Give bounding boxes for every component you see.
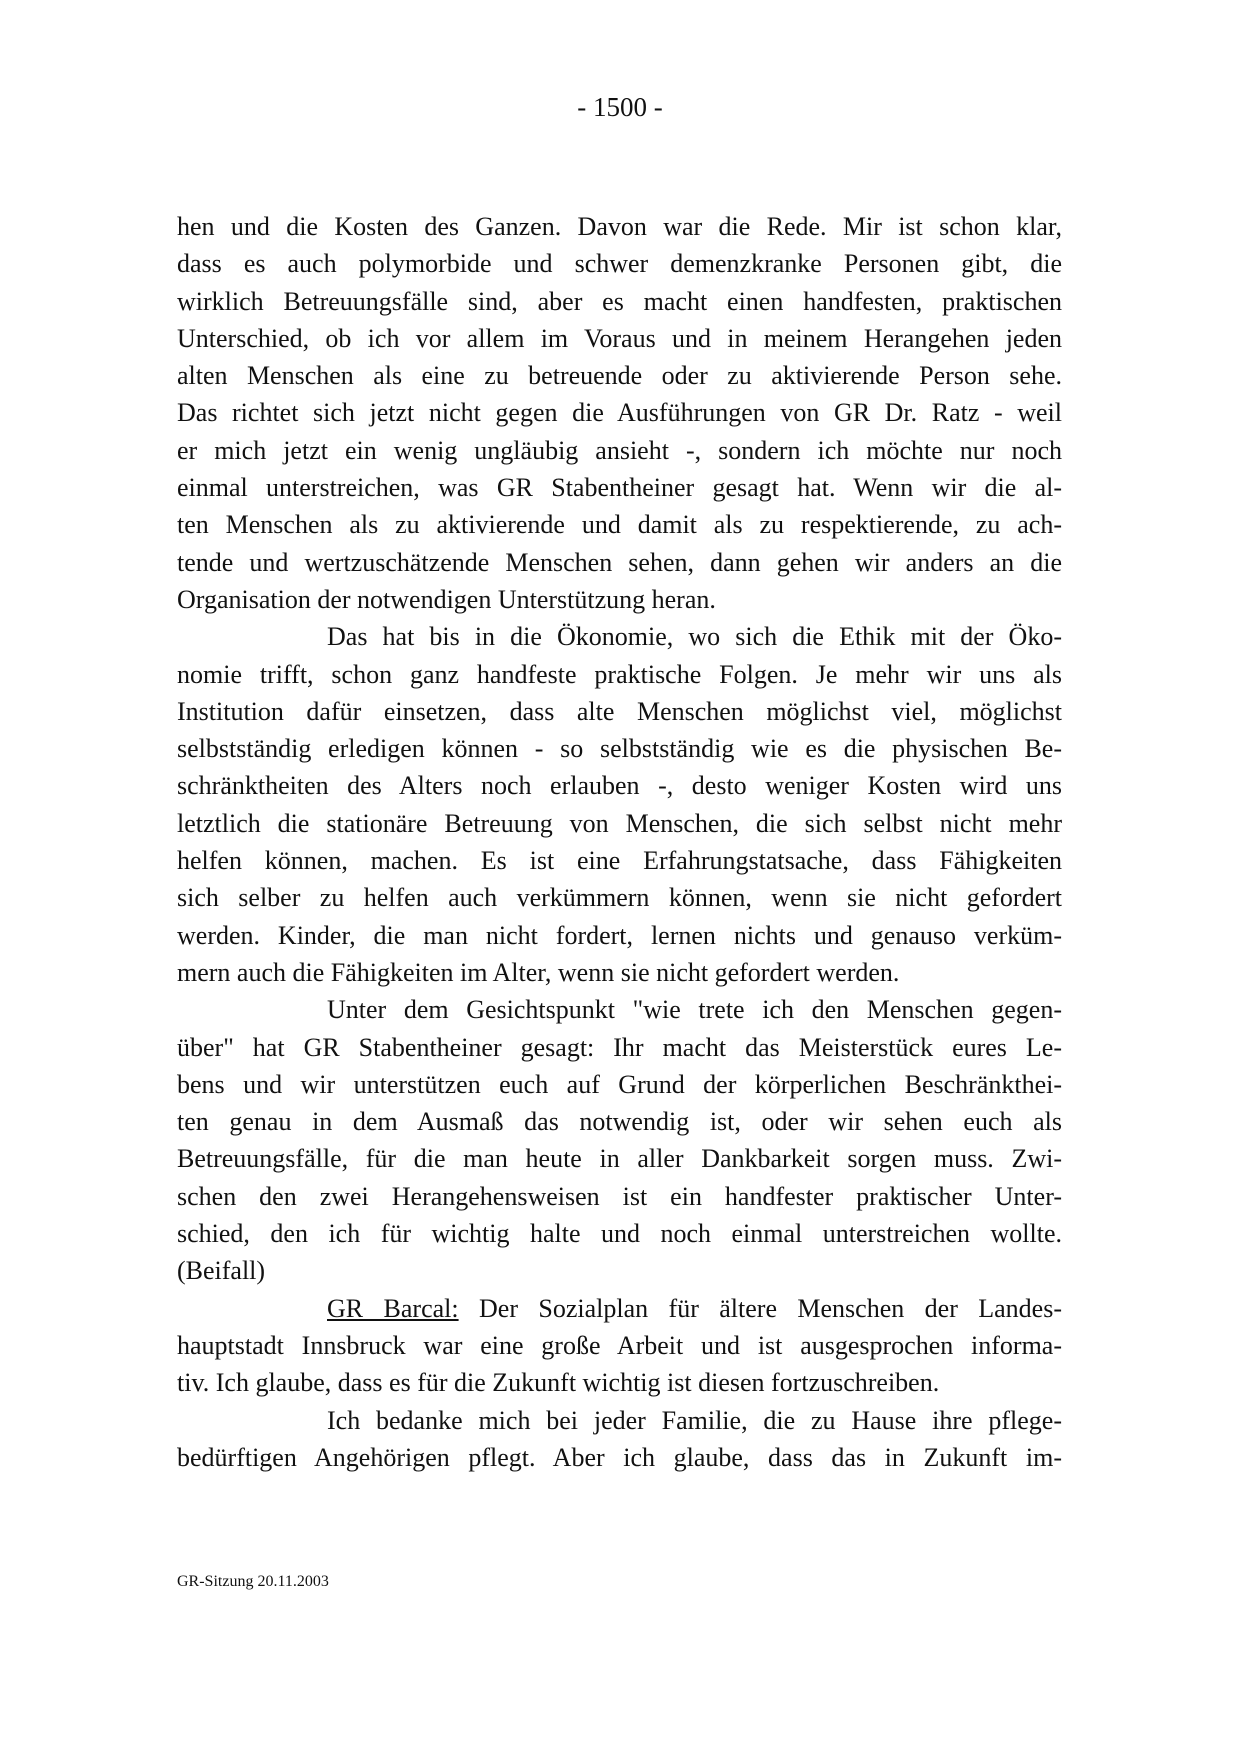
speaker-line [177,1290,1062,1327]
text-line: selbstständig erledigen können - so selbstständig wie es die physischen Be- [177,734,1062,764]
text-line: er mich jetzt ein wenig ungläubig ansieht -, sondern ich möchte nur noch [177,435,1062,465]
text-line: schen den zwei Herangehensweisen ist ein handfester praktischer Unter- [177,1181,1062,1211]
text-line: tiv. Ich glaube, dass es für die Zukunft wichtig ist diesen fortzuschreiben. [177,1368,940,1398]
text-line: Institution dafür einsetzen, dass alte Menschen möglichst viel, möglichst [177,696,1062,726]
text-line: sich selber zu helfen auch verkümmern können, wenn sie nicht gefordert [177,883,1062,913]
text-line: letztlich die stationäre Betreuung von Menschen, die sich selbst nicht mehr [177,808,1062,838]
text-line: Das richtet sich jetzt nicht gegen die Ausführungen von GR Dr. Ratz - weil [177,398,1062,428]
text-line: bedürftigen Angehörigen pflegt. Aber ich glaube, dass das in Zukunft im- [177,1442,1062,1472]
text-line: helfen können, machen. Es ist eine Erfahrungstatsache, dass Fähigkeiten [177,846,1062,876]
text-line: Ich bedanke mich bei jeder Familie, die zu Hause ihre pflege- [327,1405,1062,1435]
text-line: hauptstadt Innsbruck war eine große Arbeit und ist ausgesprochen informa- [177,1330,1062,1360]
text-line: schied, den ich für wichtig halte und noch einmal unterstreichen wollte. [177,1219,1062,1249]
text-line: Unterschied, ob ich vor allem im Voraus und in meinem Herangehen jeden [177,323,1062,353]
speaker-name: GR Barcal: [327,1293,459,1323]
page-number: - 1500 - [577,92,663,122]
text-line: über" hat GR Stabentheiner gesagt: Ihr macht das Meisterstück eures Le- [177,1032,1062,1062]
text-line: Unter dem Gesichtspunkt "wie trete ich den Menschen gegen- [327,995,1062,1025]
text-line: nomie trifft, schon ganz handfeste praktische Folgen. Je mehr wir uns als [177,659,1062,689]
text-line: Betreuungsfälle, für die man heute in aller Dankbarkeit sorgen muss. Zwi- [177,1144,1062,1174]
text-line: schränktheiten des Alters noch erlauben -, desto weniger Kosten wird uns [177,771,1062,801]
text-line: ten genau in dem Ausmaß das notwendig ist, oder wir sehen euch als [177,1107,1062,1137]
text-line: dass es auch polymorbide und schwer demenzkranke Personen gibt, die [177,249,1062,279]
text-line: einmal unterstreichen, was GR Stabentheiner gesagt hat. Wenn wir die al- [177,473,1062,503]
text-line: bens und wir unterstützen euch auf Grund der körperlichen Beschränkthei- [177,1069,1062,1099]
text-line: alten Menschen als eine zu betreuende oder zu aktivierende Person sehe. [177,361,1062,391]
text-line: wirklich Betreuungsfälle sind, aber es macht einen handfesten, praktischen [177,286,1062,316]
footer-session: GR-Sitzung 20.11.2003 [177,1573,329,1590]
text-line: Das hat bis in die Ökonomie, wo sich die Ethik mit der Öko- [327,622,1062,652]
text-line: tende und wertzuschätzende Menschen sehen, dann gehen wir anders an die [177,547,1062,577]
text-line: Organisation der notwendigen Unterstützung heran. [177,584,716,614]
speaker-text: Der Sozialplan für ältere Menschen der Landes- [479,1293,1062,1323]
text-line: mern auch die Fähigkeiten im Alter, wenn sie nicht gefordert werden. [177,957,900,987]
text-line: ten Menschen als zu aktivierende und damit als zu respektierende, zu ach- [177,510,1062,540]
body-text [177,208,1062,1476]
text-line: werden. Kinder, die man nicht fordert, lernen nichts und genauso verküm- [177,920,1062,950]
text-line: (Beifall) [177,1256,266,1286]
text-line: hen und die Kosten des Ganzen. Davon war die Rede. Mir ist schon klar, [177,212,1062,241]
